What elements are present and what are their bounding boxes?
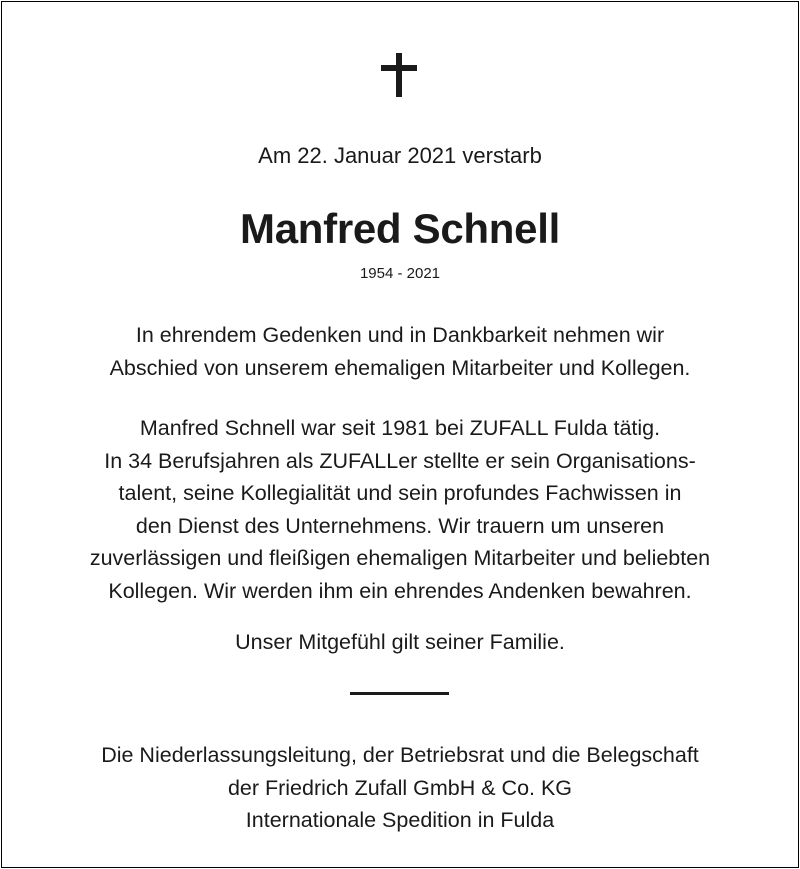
- deceased-name: Manfred Schnell: [240, 205, 560, 252]
- signature-line: Internationale Spedition in Fulda: [245, 808, 555, 832]
- career-paragraph: [0, 412, 800, 607]
- tribute-paragraph: [0, 319, 800, 384]
- text-line: Unser Mitgefühl gilt seiner Familie.: [235, 630, 565, 654]
- text-line: Manfred Schnell war seit 1981 bei ZUFALL Fulda tätig.: [139, 416, 661, 440]
- life-years: 1954 - 2021: [359, 265, 441, 282]
- text-line: In 34 Berufsjahren als ZUFALLer stellte er sein Organisations-: [104, 448, 696, 473]
- divider-rule: [350, 692, 449, 695]
- text-line: Kollegen. Wir werden ihm ein ehrendes Andenken bewahren.: [108, 578, 692, 603]
- text-line: In ehrendem Gedenken und in Dankbarkeit nehmen wir: [135, 323, 665, 347]
- cross-vertical-bar: [396, 53, 402, 97]
- text-line: talent, seine Kollegialität und sein profundes Fachwissen in: [118, 481, 682, 505]
- signature-line: der Friedrich Zufall GmbH & Co. KG: [227, 775, 573, 800]
- text-line: den Dienst des Unternehmens. Wir trauern um unseren: [135, 513, 665, 538]
- condolence-paragraph: [0, 626, 800, 659]
- text-line: zuverlässigen und fleißigen ehemaligen Mitarbeiter und beliebten: [89, 546, 711, 570]
- signature-line: Die Niederlassungsleitung, der Betriebsrat und die Belegschaft: [101, 743, 699, 767]
- text-line: Abschied von unserem ehemaligen Mitarbeiter und Kollegen.: [109, 355, 691, 380]
- signature-block: [0, 739, 800, 837]
- cross-horizontal-bar: [381, 65, 417, 71]
- death-date-intro: Am 22. Januar 2021 verstarb: [258, 143, 542, 168]
- cross-icon: [381, 53, 417, 97]
